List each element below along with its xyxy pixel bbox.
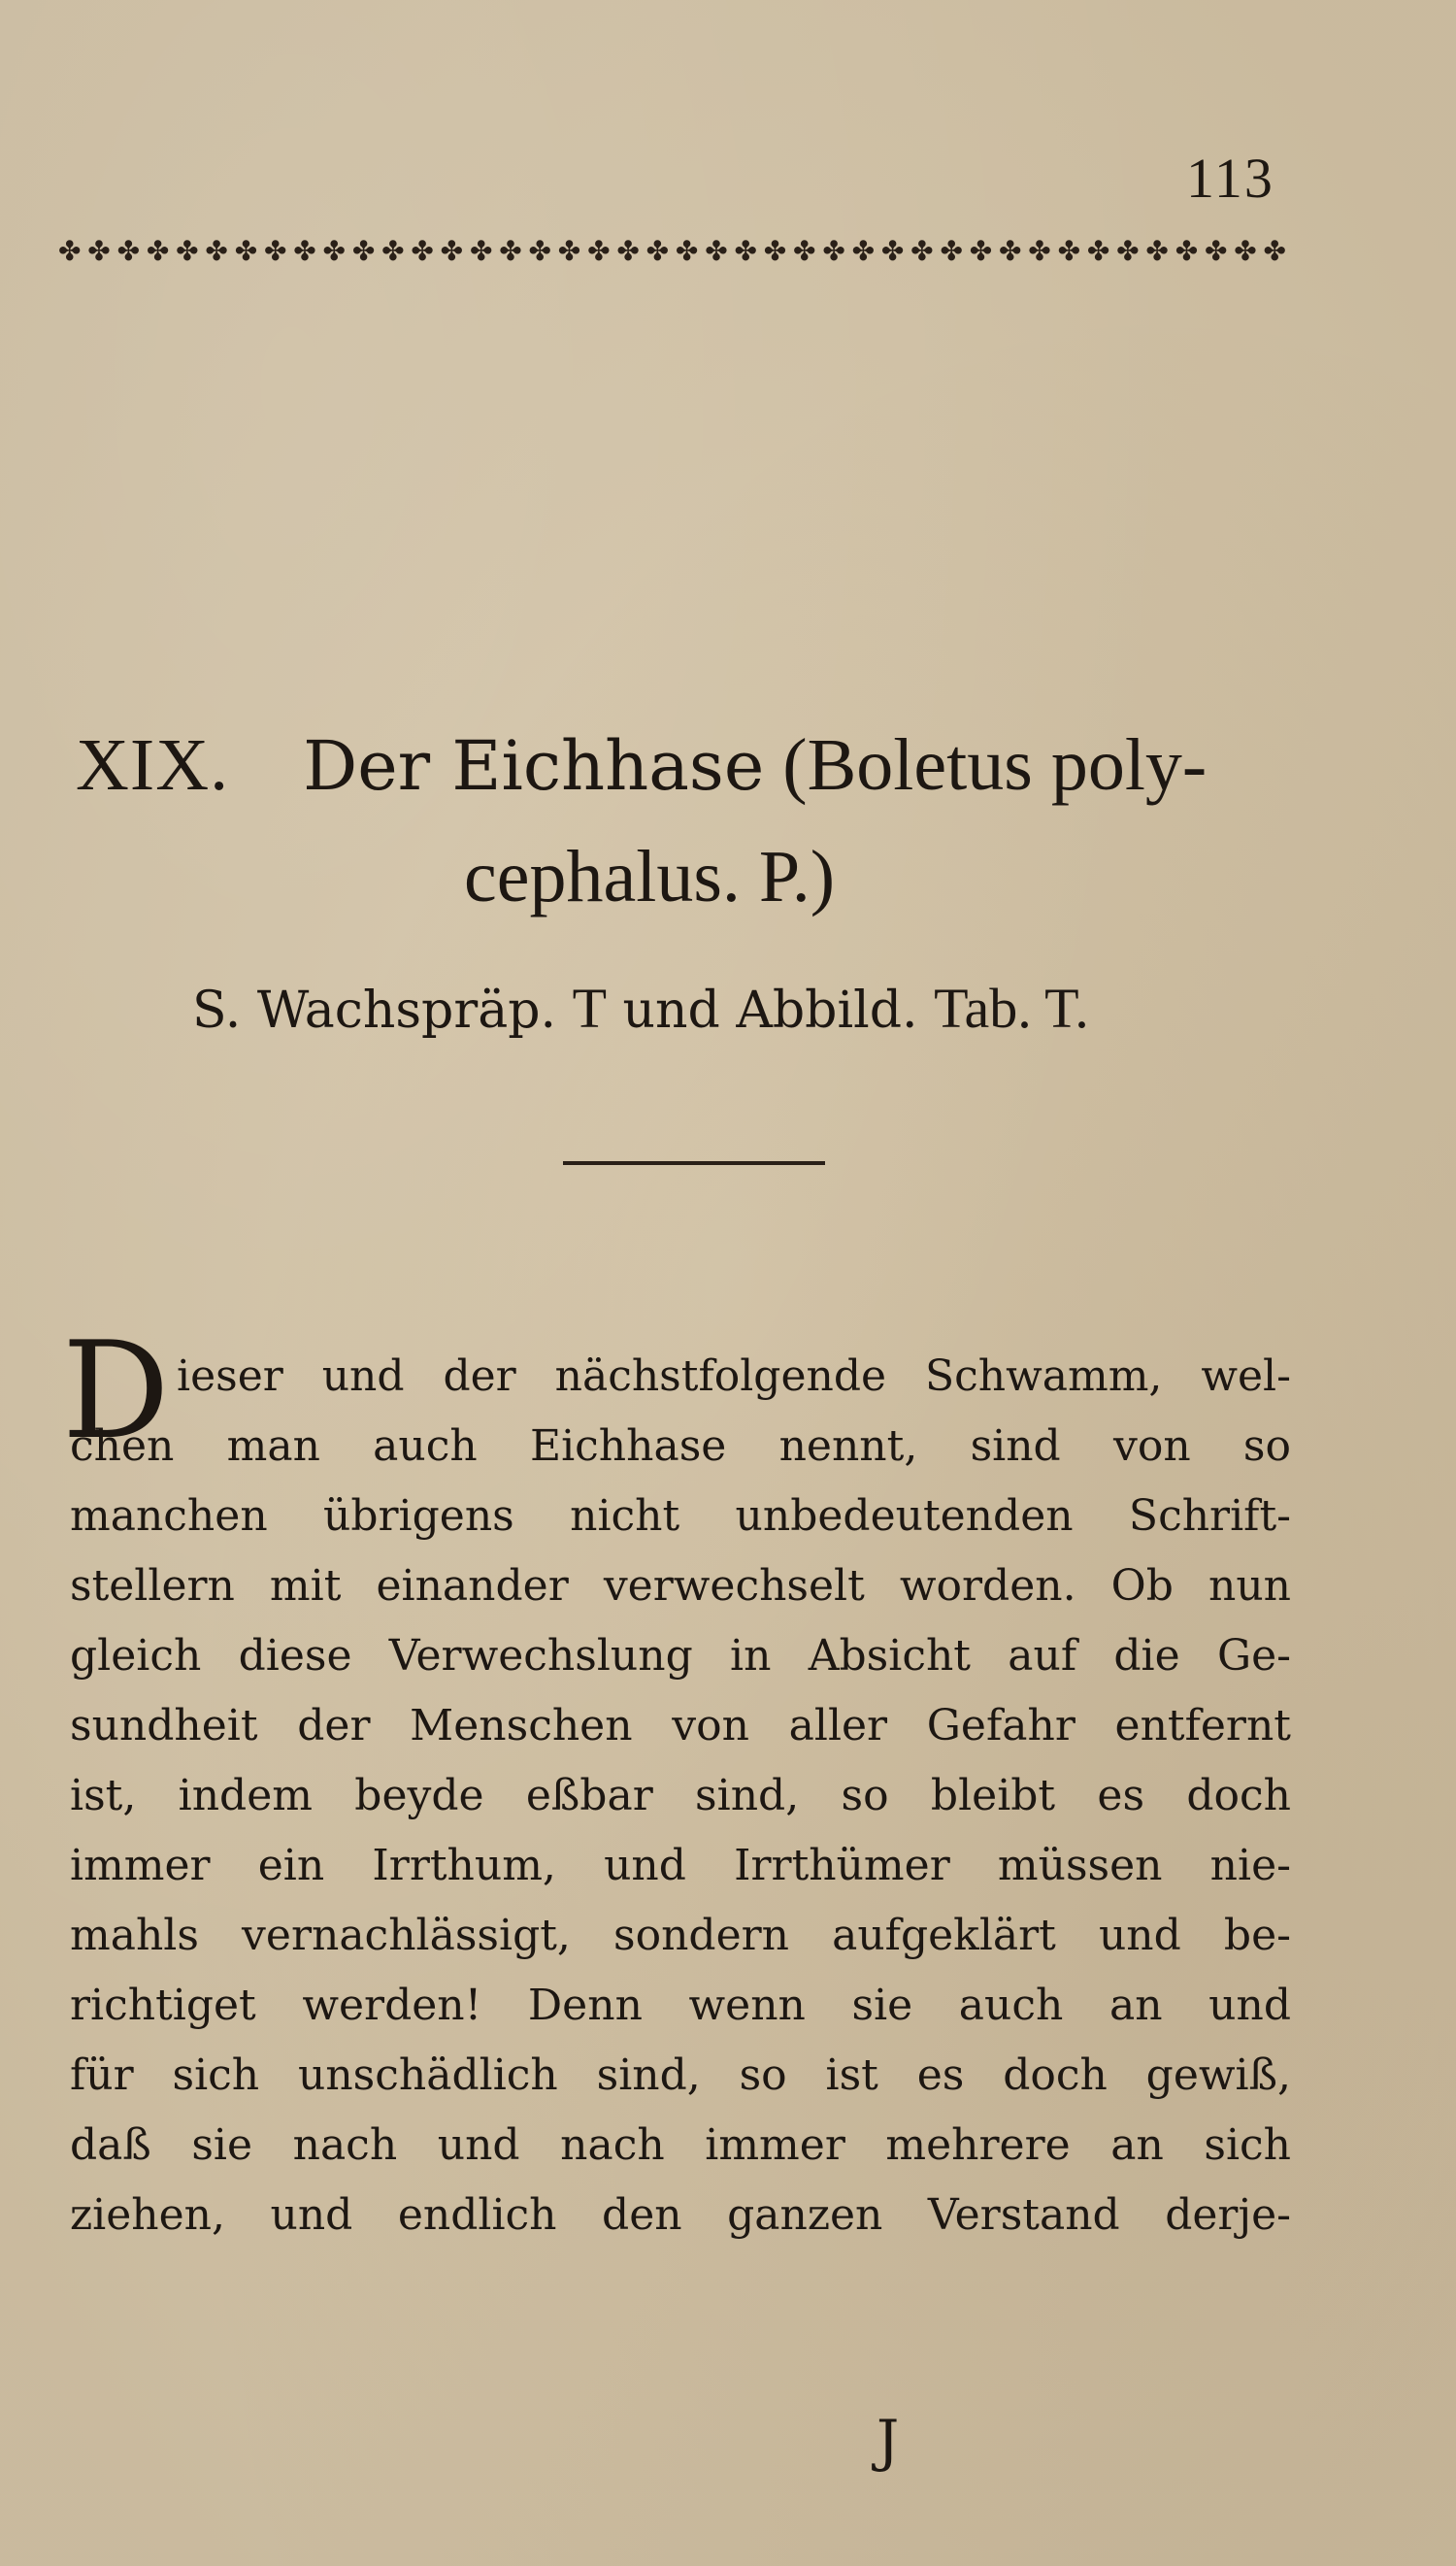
ornament-glyph: ✤ — [969, 235, 993, 267]
ornament-glyph: ✤ — [1263, 235, 1286, 267]
ornament-glyph: ✤ — [1057, 235, 1081, 267]
text-line: chen man auch Eichhase nennt, sind von so — [70, 1421, 1291, 1471]
ornament-glyph: ✤ — [1145, 235, 1169, 267]
ornament-glyph: ✤ — [616, 235, 640, 267]
section-numeral: XIX. — [76, 724, 230, 806]
ornamental-rule — [58, 235, 1286, 268]
ornament-glyph: ✤ — [880, 235, 905, 267]
reference-table: Tab. T. — [934, 977, 1089, 1040]
text-line: richtiget werden! Denn wenn sie auch an und — [70, 1981, 1291, 2030]
section-title — [76, 724, 1299, 806]
ornament-glyph: ✤ — [293, 235, 316, 267]
ornament-glyph: ✤ — [351, 235, 376, 267]
drop-cap-initial: D — [62, 1313, 170, 1469]
ornament-glyph: ✤ — [58, 235, 82, 267]
ornament-glyph: ✤ — [1116, 235, 1140, 267]
ornament-glyph: ✤ — [793, 235, 816, 267]
text-line: gleich diese Verwechslung in Absicht auf die Ge- — [70, 1631, 1291, 1681]
ornament-glyph: ✤ — [205, 235, 228, 267]
reference-prefix: S. Wachspräp. — [192, 982, 557, 1040]
text-line: manchen übrigens nicht unbedeutenden Schrift- — [70, 1491, 1291, 1541]
text-line: für sich unschädlich sind, so ist es doch gewiß, — [70, 2050, 1291, 2100]
section-title-continuation: cephalus. P.) — [464, 836, 836, 917]
ornament-glyph: ✤ — [440, 235, 464, 267]
text-line: daß sie nach und nach immer mehrere an sich — [70, 2120, 1291, 2170]
ornament-glyph: ✤ — [851, 235, 876, 267]
ornament-glyph: ✤ — [234, 235, 258, 267]
ornament-glyph: ✤ — [499, 235, 522, 267]
ornament-glyph: ✤ — [734, 235, 757, 267]
signature-mark: J — [877, 2408, 900, 2474]
ornament-glyph: ✤ — [1086, 235, 1110, 267]
ornament-glyph: ✤ — [381, 235, 405, 267]
reference-letter: T — [572, 977, 607, 1040]
ornament-glyph: ✤ — [940, 235, 963, 267]
ornament-glyph: ✤ — [322, 235, 346, 267]
body-paragraph — [62, 1313, 1291, 2250]
specimen-reference — [192, 977, 1089, 1040]
ornament-glyph: ✤ — [675, 235, 699, 267]
ornament-glyph: ✤ — [1028, 235, 1051, 267]
ornament-glyph: ✤ — [528, 235, 551, 267]
ornament-glyph: ✤ — [176, 235, 199, 267]
text-line: stellern mit einander verwechselt worden. Ob nun — [70, 1561, 1291, 1611]
ornament-glyph: ✤ — [1204, 235, 1228, 267]
ornament-glyph: ✤ — [469, 235, 493, 267]
text-line: immer ein Irrthum, und Irrthümer müssen nie- — [70, 1841, 1291, 1890]
ornament-glyph: ✤ — [1234, 235, 1257, 267]
ornament-glyph: ✤ — [1175, 235, 1199, 267]
ornament-glyph: ✤ — [705, 235, 728, 267]
reference-middle: und Abbild. — [622, 982, 918, 1040]
text-line: ist, indem beyde eßbar sind, so bleibt es doch — [70, 1771, 1291, 1820]
text-line: mahls vernachlässigt, sondern aufgeklärt und be- — [70, 1911, 1291, 1960]
section-title-german: Der Eichhase — [303, 726, 765, 806]
ornament-glyph: ✤ — [87, 235, 111, 267]
text-line: sundheit der Menschen von aller Gefahr entfernt — [70, 1701, 1291, 1750]
ornament-glyph: ✤ — [822, 235, 845, 267]
text-line: ieser und der nächstfolgende Schwamm, wel- — [177, 1351, 1291, 1401]
ornament-glyph: ✤ — [763, 235, 787, 267]
ornament-glyph: ✤ — [587, 235, 611, 267]
ornament-glyph: ✤ — [116, 235, 141, 267]
section-title-latin: (Boletus poly- — [782, 724, 1208, 806]
text-line: ziehen, und endlich den ganzen Verstand derje- — [70, 2190, 1291, 2240]
ornament-glyph: ✤ — [263, 235, 287, 267]
ornament-glyph: ✤ — [999, 235, 1022, 267]
ornament-glyph: ✤ — [645, 235, 670, 267]
ornament-glyph: ✤ — [146, 235, 170, 267]
ornament-glyph: ✤ — [557, 235, 581, 267]
section-divider — [563, 1161, 825, 1165]
ornament-glyph: ✤ — [411, 235, 434, 267]
page-number: 113 — [1186, 147, 1274, 210]
ornament-glyph: ✤ — [910, 235, 934, 267]
